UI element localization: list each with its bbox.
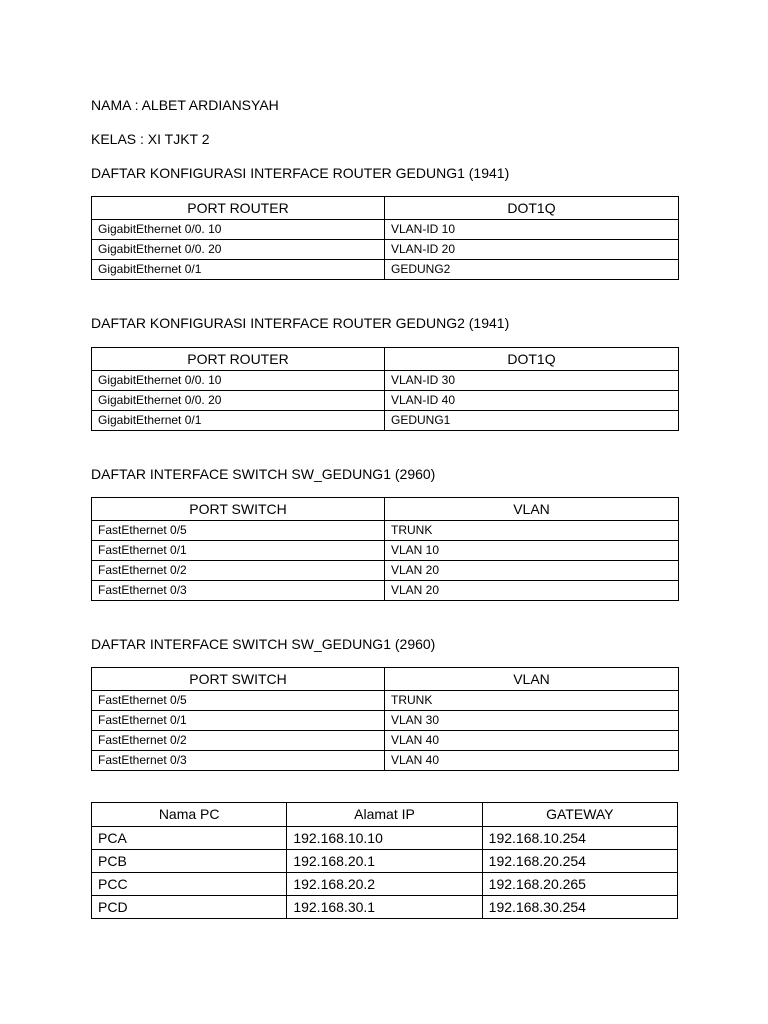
table-cell: FastEthernet 0/2 — [92, 731, 385, 751]
switch1-table — [91, 497, 679, 601]
table-cell: GigabitEthernet 0/0. 10 — [92, 371, 385, 391]
switch2-title: DAFTAR INTERFACE SWITCH SW_GEDUNG1 (2960) — [91, 636, 436, 652]
router1-title: DAFTAR KONFIGURASI INTERFACE ROUTER GEDUNG1 (1941) — [91, 165, 510, 181]
column-header: GATEWAY — [482, 803, 677, 827]
table-cell: 192.168.10.10 — [287, 827, 482, 850]
table-cell: VLAN 20 — [385, 581, 679, 601]
table-cell: GigabitEthernet 0/0. 20 — [92, 391, 385, 411]
table-cell: 192.168.10.254 — [482, 827, 677, 850]
table-row — [92, 240, 679, 260]
table-header-row — [92, 197, 679, 220]
table-row — [92, 873, 678, 896]
column-header: PORT SWITCH — [92, 668, 385, 691]
router1-table — [91, 196, 679, 280]
table-cell: GigabitEthernet 0/0. 10 — [92, 220, 385, 240]
column-header: DOT1Q — [385, 348, 679, 371]
table-cell: GigabitEthernet 0/1 — [92, 411, 385, 431]
table-header-row — [92, 348, 679, 371]
column-header: Nama PC — [92, 803, 287, 827]
table-cell: 192.168.30.1 — [287, 896, 482, 919]
table-row — [92, 521, 679, 541]
column-header: VLAN — [385, 668, 679, 691]
table-cell: VLAN 30 — [385, 711, 679, 731]
table-row — [92, 260, 679, 280]
table-row — [92, 827, 678, 850]
table-cell: 192.168.20.254 — [482, 850, 677, 873]
table-cell: VLAN 40 — [385, 751, 679, 771]
table-cell: FastEthernet 0/2 — [92, 561, 385, 581]
table-cell: VLAN 40 — [385, 731, 679, 751]
table-cell: FastEthernet 0/1 — [92, 711, 385, 731]
table-cell: VLAN 10 — [385, 541, 679, 561]
table-cell: VLAN-ID 40 — [385, 391, 679, 411]
table-row — [92, 541, 679, 561]
table-cell: VLAN-ID 20 — [385, 240, 679, 260]
column-header: PORT ROUTER — [92, 197, 385, 220]
student-class: KELAS : XI TJKT 2 — [91, 131, 210, 147]
table-cell: GEDUNG2 — [385, 260, 679, 280]
table-row — [92, 711, 679, 731]
table-cell: FastEthernet 0/5 — [92, 521, 385, 541]
table-row — [92, 561, 679, 581]
pc-table — [91, 802, 678, 919]
table-cell: 192.168.30.254 — [482, 896, 677, 919]
table-cell: 192.168.20.1 — [287, 850, 482, 873]
column-header: DOT1Q — [385, 197, 679, 220]
switch1-title: DAFTAR INTERFACE SWITCH SW_GEDUNG1 (2960) — [91, 466, 436, 482]
table-cell: PCA — [92, 827, 287, 850]
router2-table — [91, 347, 679, 431]
table-cell: TRUNK — [385, 691, 679, 711]
table-row — [92, 371, 679, 391]
table-cell: FastEthernet 0/1 — [92, 541, 385, 561]
column-header: PORT SWITCH — [92, 498, 385, 521]
table-cell: VLAN-ID 10 — [385, 220, 679, 240]
switch2-table — [91, 667, 679, 771]
table-row — [92, 850, 678, 873]
table-cell: PCB — [92, 850, 287, 873]
table-row — [92, 220, 679, 240]
table-cell: PCC — [92, 873, 287, 896]
column-header: PORT ROUTER — [92, 348, 385, 371]
table-cell: GEDUNG1 — [385, 411, 679, 431]
table-cell: FastEthernet 0/3 — [92, 581, 385, 601]
table-cell: VLAN-ID 30 — [385, 371, 679, 391]
table-cell: FastEthernet 0/3 — [92, 751, 385, 771]
table-row — [92, 731, 679, 751]
table-row — [92, 691, 679, 711]
table-cell: GigabitEthernet 0/0. 20 — [92, 240, 385, 260]
table-row — [92, 391, 679, 411]
table-cell: TRUNK — [385, 521, 679, 541]
table-cell: VLAN 20 — [385, 561, 679, 581]
table-row — [92, 581, 679, 601]
table-row — [92, 751, 679, 771]
table-header-row — [92, 498, 679, 521]
table-row — [92, 411, 679, 431]
student-name: NAMA : ALBET ARDIANSYAH — [91, 97, 279, 113]
table-cell: 192.168.20.265 — [482, 873, 677, 896]
column-header: VLAN — [385, 498, 679, 521]
table-header-row — [92, 803, 678, 827]
router2-title: DAFTAR KONFIGURASI INTERFACE ROUTER GEDUNG2 (1941) — [91, 315, 510, 331]
table-row — [92, 896, 678, 919]
column-header: Alamat IP — [287, 803, 482, 827]
table-cell: PCD — [92, 896, 287, 919]
table-cell: 192.168.20.2 — [287, 873, 482, 896]
table-header-row — [92, 668, 679, 691]
table-cell: GigabitEthernet 0/1 — [92, 260, 385, 280]
table-cell: FastEthernet 0/5 — [92, 691, 385, 711]
